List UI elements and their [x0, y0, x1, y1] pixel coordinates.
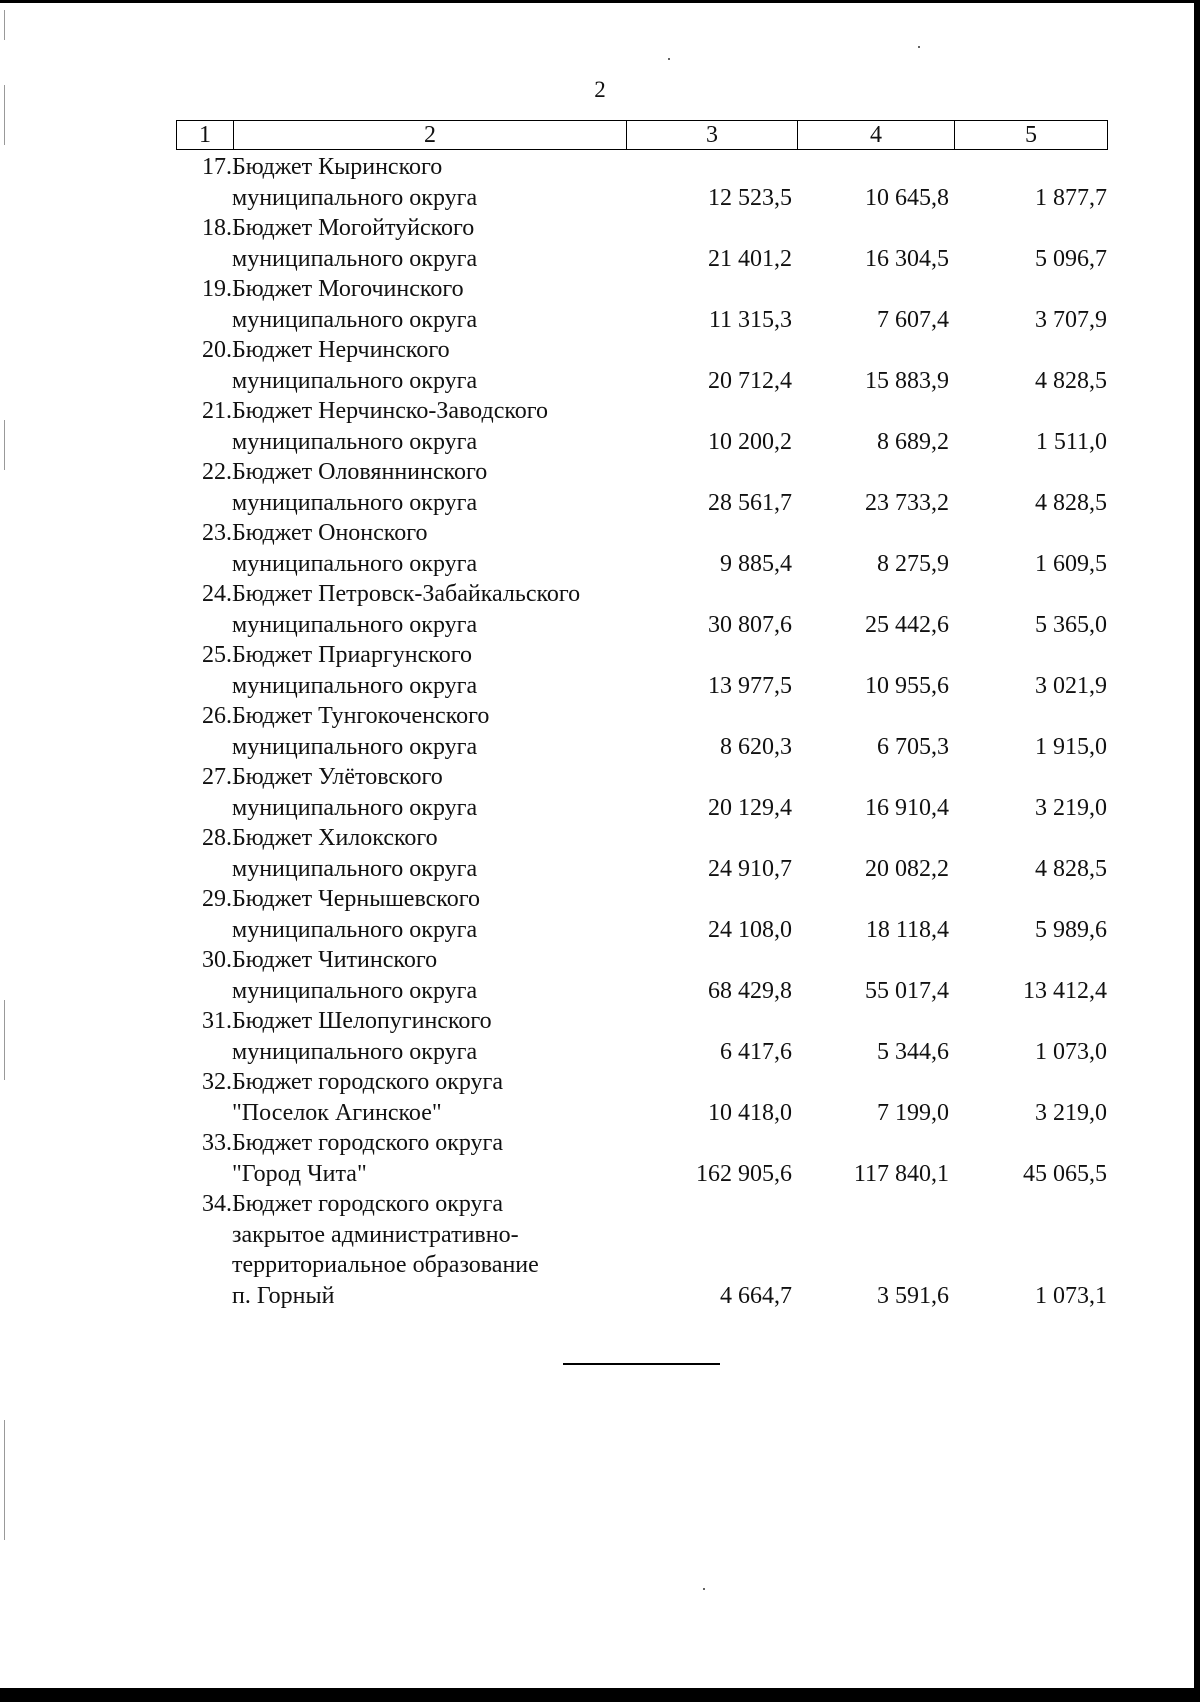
value-col-4: 15 883,9: [865, 367, 949, 394]
scan-speck: [703, 1588, 705, 1590]
row-name-text: территориальное образование: [232, 1252, 539, 1278]
value-col-5: 4 828,5: [1035, 489, 1107, 516]
row-line: [0, 1281, 1200, 1312]
row-line: [0, 640, 1200, 671]
column-header-3: 3: [627, 121, 798, 149]
row-name-text: Бюджет Могойтуйского: [232, 215, 475, 241]
row-line: [0, 945, 1200, 976]
value-col-3: 12 523,5: [708, 184, 792, 211]
row-line: [0, 854, 1200, 885]
row-name-text: муниципального округа: [232, 916, 478, 943]
value-col-4: 117 840,1: [853, 1160, 949, 1187]
row-line: [0, 244, 1200, 275]
row-number: 21.: [202, 398, 232, 424]
value-col-4: 16 910,4: [865, 794, 949, 821]
row-name-text: муниципального округа: [232, 306, 478, 333]
table-row: [0, 1006, 1200, 1067]
scan-speck: [918, 46, 920, 48]
page-border-bottom: [0, 1688, 1200, 1702]
scan-mark: [4, 10, 5, 40]
table-row: [0, 335, 1200, 396]
row-line: [0, 701, 1200, 732]
value-col-5: 45 065,5: [1023, 1160, 1107, 1187]
value-col-5: 3 707,9: [1035, 306, 1107, 333]
row-line: [0, 732, 1200, 763]
end-rule: [563, 1363, 720, 1365]
row-name-text: Бюджет Улётовского: [232, 764, 443, 790]
row-line: [0, 213, 1200, 244]
row-line: [0, 1037, 1200, 1068]
value-col-4: 6 705,3: [877, 733, 949, 760]
row-name-text: Бюджет городского округа: [232, 1130, 504, 1156]
row-line: [0, 366, 1200, 397]
row-name-text: Бюджет Оловяннинского: [232, 459, 488, 485]
value-col-4: 3 591,6: [877, 1282, 949, 1309]
value-col-5: 4 828,5: [1035, 367, 1107, 394]
table-row: [0, 640, 1200, 701]
column-header-4: 4: [798, 121, 955, 149]
row-number: 26.: [202, 703, 232, 729]
row-line: [0, 1098, 1200, 1129]
page-number: 2: [594, 77, 606, 102]
value-col-5: 4 828,5: [1035, 855, 1107, 882]
row-name-text: муниципального округа: [232, 489, 478, 516]
row-name-text: муниципального округа: [232, 428, 478, 455]
budget-table-body: [0, 152, 1200, 1311]
row-line: [0, 884, 1200, 915]
value-col-3: 8 620,3: [720, 733, 792, 760]
row-name-text: Бюджет Чернышевского: [232, 886, 480, 912]
row-number: 33.: [202, 1130, 232, 1156]
value-col-3: 68 429,8: [708, 977, 792, 1004]
row-name-text: муниципального округа: [232, 733, 478, 760]
table-header: [176, 120, 1108, 150]
value-col-3: 24 108,0: [708, 916, 792, 943]
row-name-text: Бюджет Кыринского: [232, 154, 443, 180]
row-name-text: Бюджет Читинского: [232, 947, 438, 973]
row-line: [0, 793, 1200, 824]
value-col-3: 20 712,4: [708, 367, 792, 394]
row-name-text: муниципального округа: [232, 245, 478, 272]
row-number: 20.: [202, 337, 232, 363]
page-border-top: [0, 0, 1200, 3]
table-row: [0, 1189, 1200, 1311]
row-name-text: Бюджет Ононского: [232, 520, 428, 546]
row-line: [0, 1189, 1200, 1220]
row-name-text: Бюджет городского округа: [232, 1191, 504, 1217]
value-col-5: 3 021,9: [1035, 672, 1107, 699]
row-line: [0, 762, 1200, 793]
value-col-4: 8 275,9: [877, 550, 949, 577]
row-name-text: Бюджет Могочинского: [232, 276, 464, 302]
value-col-3: 24 910,7: [708, 855, 792, 882]
table-row: [0, 152, 1200, 213]
row-name-text: Бюджет Тунгокоченского: [232, 703, 490, 729]
row-name-text: закрытое административно-: [232, 1221, 519, 1248]
value-col-5: 1 073,1: [1035, 1282, 1107, 1309]
row-name-text: Бюджет Приаргунского: [232, 642, 472, 668]
row-name-text: муниципального округа: [232, 977, 478, 1004]
value-col-4: 18 118,4: [865, 916, 949, 943]
value-col-4: 5 344,6: [877, 1038, 949, 1065]
row-line: [0, 1128, 1200, 1159]
scan-speck: [668, 58, 670, 60]
row-name-text: муниципального округа: [232, 550, 478, 577]
row-line: [0, 427, 1200, 458]
row-number: 31.: [202, 1008, 232, 1034]
row-number: 28.: [202, 825, 232, 851]
row-line: [0, 305, 1200, 336]
row-name-text: Бюджет Хилокского: [232, 825, 438, 851]
table-row: [0, 762, 1200, 823]
row-name-text: Бюджет Нерчинского: [232, 337, 450, 363]
table-row: [0, 518, 1200, 579]
value-col-4: 55 017,4: [865, 977, 949, 1004]
row-name-text: муниципального округа: [232, 184, 478, 211]
row-number: 17.: [202, 154, 232, 180]
column-header-1: 1: [177, 121, 234, 149]
row-line: [0, 671, 1200, 702]
row-line: [0, 183, 1200, 214]
value-col-3: 11 315,3: [708, 306, 792, 333]
row-name-text: муниципального округа: [232, 611, 478, 638]
row-line: [0, 1067, 1200, 1098]
row-line: [0, 335, 1200, 366]
value-col-4: 7 199,0: [877, 1099, 949, 1126]
value-col-5: 1 073,0: [1035, 1038, 1107, 1065]
row-name-text: муниципального округа: [232, 1038, 478, 1065]
row-number: 25.: [202, 642, 232, 668]
row-name-text: муниципального округа: [232, 367, 478, 394]
row-line: [0, 915, 1200, 946]
row-line: [0, 396, 1200, 427]
value-col-4: 20 082,2: [865, 855, 949, 882]
row-line: [0, 152, 1200, 183]
value-col-3: 30 807,6: [708, 611, 792, 638]
scan-mark: [4, 1420, 5, 1540]
value-col-5: 3 219,0: [1035, 794, 1107, 821]
row-number: 34.: [202, 1191, 232, 1217]
table-row: [0, 579, 1200, 640]
value-col-3: 21 401,2: [708, 245, 792, 272]
row-number: 22.: [202, 459, 232, 485]
value-col-5: 1 511,0: [1035, 428, 1107, 455]
value-col-4: 10 645,8: [865, 184, 949, 211]
value-col-4: 8 689,2: [877, 428, 949, 455]
value-col-4: 7 607,4: [877, 306, 949, 333]
row-name-text: муниципального округа: [232, 672, 478, 699]
row-line: [0, 610, 1200, 641]
table-row: [0, 274, 1200, 335]
row-line: [0, 1006, 1200, 1037]
value-col-5: 1 877,7: [1035, 184, 1107, 211]
value-col-5: 1 609,5: [1035, 550, 1107, 577]
row-line: [0, 274, 1200, 305]
value-col-3: 28 561,7: [708, 489, 792, 516]
value-col-3: 10 418,0: [708, 1099, 792, 1126]
table-row: [0, 1128, 1200, 1189]
value-col-3: 162 905,6: [696, 1160, 792, 1187]
row-line: [0, 976, 1200, 1007]
row-name-text: Бюджет Нерчинско-Заводского: [232, 398, 549, 424]
row-line: [0, 1220, 1200, 1251]
row-number: 23.: [202, 520, 232, 546]
row-name-text: Бюджет городского округа: [232, 1069, 504, 1095]
value-col-5: 3 219,0: [1035, 1099, 1107, 1126]
value-col-4: 23 733,2: [865, 489, 949, 516]
row-line: [0, 457, 1200, 488]
table-row: [0, 884, 1200, 945]
row-number: 19.: [202, 276, 232, 302]
value-col-3: 13 977,5: [708, 672, 792, 699]
value-col-5: 1 915,0: [1035, 733, 1107, 760]
row-name-text: Бюджет Петровск-Забайкальского: [232, 581, 581, 607]
row-name-text: муниципального округа: [232, 794, 478, 821]
value-col-5: 13 412,4: [1023, 977, 1107, 1004]
table-row: [0, 1067, 1200, 1128]
row-line: [0, 579, 1200, 610]
row-number: 30.: [202, 947, 232, 973]
table-row: [0, 701, 1200, 762]
row-number: 18.: [202, 215, 232, 241]
value-col-4: 10 955,6: [865, 672, 949, 699]
value-col-3: 6 417,6: [720, 1038, 792, 1065]
row-line: [0, 488, 1200, 519]
table-row: [0, 396, 1200, 457]
value-col-3: 20 129,4: [708, 794, 792, 821]
row-number: 24.: [202, 581, 232, 607]
value-col-4: 16 304,5: [865, 245, 949, 272]
row-number: 27.: [202, 764, 232, 790]
row-number: 32.: [202, 1069, 232, 1095]
value-col-3: 9 885,4: [720, 550, 792, 577]
table-row: [0, 823, 1200, 884]
row-number: 29.: [202, 886, 232, 912]
row-line: [0, 823, 1200, 854]
row-name-text: муниципального округа: [232, 855, 478, 882]
value-col-5: 5 365,0: [1035, 611, 1107, 638]
table-row: [0, 213, 1200, 274]
value-col-3: 4 664,7: [720, 1282, 792, 1309]
column-header-5: 5: [1025, 122, 1037, 148]
value-col-3: 10 200,2: [708, 428, 792, 455]
value-col-4: 25 442,6: [865, 611, 949, 638]
row-line: [0, 518, 1200, 549]
table-row: [0, 457, 1200, 518]
value-col-5: 5 096,7: [1035, 245, 1107, 272]
row-line: [0, 1250, 1200, 1281]
row-line: [0, 549, 1200, 580]
row-name-text: Бюджет Шелопугинского: [232, 1008, 492, 1034]
row-name-text: "Город Чита": [232, 1160, 367, 1187]
row-name-text: п. Горный: [232, 1282, 335, 1309]
column-header-2: 2: [234, 121, 627, 149]
row-line: [0, 1159, 1200, 1190]
table-row: [0, 945, 1200, 1006]
value-col-5: 5 989,6: [1035, 916, 1107, 943]
row-name-text: "Поселок Агинское": [232, 1099, 442, 1126]
